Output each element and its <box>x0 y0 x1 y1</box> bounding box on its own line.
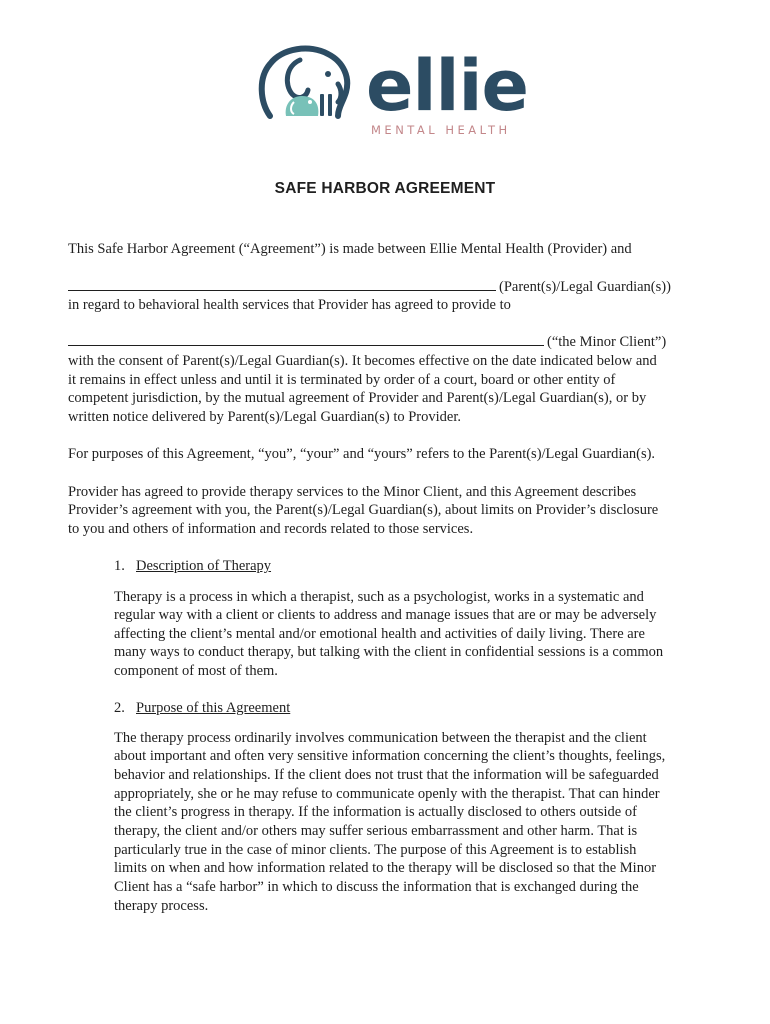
section-1-heading <box>114 557 271 575</box>
section-1-line: Therapy is a process in which a therapist, such as a psychologist, works in a systematic and <box>114 589 644 605</box>
section-2-line: particularly true in the case of minor clients. The purpose of this Agreement is to establish <box>114 842 637 858</box>
intro-line-3: in regard to behavioral health services that Provider has agreed to provide to <box>68 297 511 313</box>
section-2-heading <box>114 699 290 717</box>
section-2-line: The therapy process ordinarily involves communication between the therapist and the client <box>114 730 647 746</box>
section-1-line: regular way with a client or clients to address and manage issues that are or may be adversely <box>114 607 657 623</box>
section-2-line: appropriately, she or he may refuse to communicate openly with the therapist. That can hinder <box>114 786 660 802</box>
document-title: SAFE HARBOR AGREEMENT <box>274 180 496 197</box>
section-2-line: therapy process. <box>114 898 209 914</box>
parent-blank-line <box>68 278 671 296</box>
consent-line: with the consent of Parent(s)/Legal Guardian(s). It becomes effective on the date indicated below and <box>68 353 657 369</box>
section-2-line: limits on when and how information related to the therapy will be disclosed so that the Minor <box>114 860 657 876</box>
section-2-line: about important and often very sensitive information concerning the client’s thoughts, feelings, <box>114 748 666 764</box>
overview-line: Provider has agreed to provide therapy services to the Minor Client, and this Agreement describes <box>68 484 637 500</box>
minor-client-label: (“the Minor Client”) <box>547 334 667 350</box>
section-1-line: affecting the client’s mental and/or emotional health and activities of daily living. There are <box>114 626 645 642</box>
section-number: 2. <box>114 700 125 716</box>
ellie-logo <box>256 44 528 140</box>
definition-paragraph: For purposes of this Agreement, “you”, “your” and “yours” refers to the Parent(s)/Legal Guardian(s). <box>68 446 656 462</box>
parent-name-blank[interactable] <box>68 278 496 291</box>
intro-line-1: This Safe Harbor Agreement (“Agreement”) is made between Ellie Mental Health (Provider) and <box>68 241 632 257</box>
logo-wordmark: ellie <box>366 45 528 127</box>
section-2-line: therapy, the client and/or others may suffer serious embarrassment and other harm. That is <box>114 823 638 839</box>
elephant-icon <box>256 44 356 120</box>
logo-tagline: MENTAL HEALTH <box>371 123 511 137</box>
section-2-line: Client has a “safe harbor” in which to discuss the information that is exchanged during the <box>114 879 639 895</box>
minor-blank-line <box>68 333 666 351</box>
consent-line: competent jurisdiction, by the mutual agreement of Provider and Parent(s)/Legal Guardian(s), or by <box>68 390 647 406</box>
parent-label: (Parent(s)/Legal Guardian(s)) <box>499 279 671 295</box>
section-2-line: the client’s progress in therapy. If the information is actually disclosed to others outside of <box>114 804 637 820</box>
section-1-line: many ways to conduct therapy, but talking with the client in confidential sessions is a common <box>114 644 664 660</box>
section-1-line: component of most of them. <box>114 663 278 679</box>
consent-line: written notice delivered by Parent(s)/Legal Guardian(s) to Provider. <box>68 409 461 425</box>
section-2-line: behavior and relationships. If the client does not trust that the information will be safeguarded <box>114 767 659 783</box>
overview-line: to you and others of information and records related to those services. <box>68 521 474 537</box>
section-title: Description of Therapy <box>136 558 272 574</box>
overview-line: Provider’s agreement with you, the Parent(s)/Legal Guardian(s), about limits on Provider’s disclosure <box>68 502 659 518</box>
minor-client-name-blank[interactable] <box>68 333 544 346</box>
consent-line: it remains in effect unless and until it is terminated by order of a court, board or other entity of <box>68 372 616 388</box>
section-number: 1. <box>114 558 125 574</box>
section-title: Purpose of this Agreement <box>136 700 291 716</box>
